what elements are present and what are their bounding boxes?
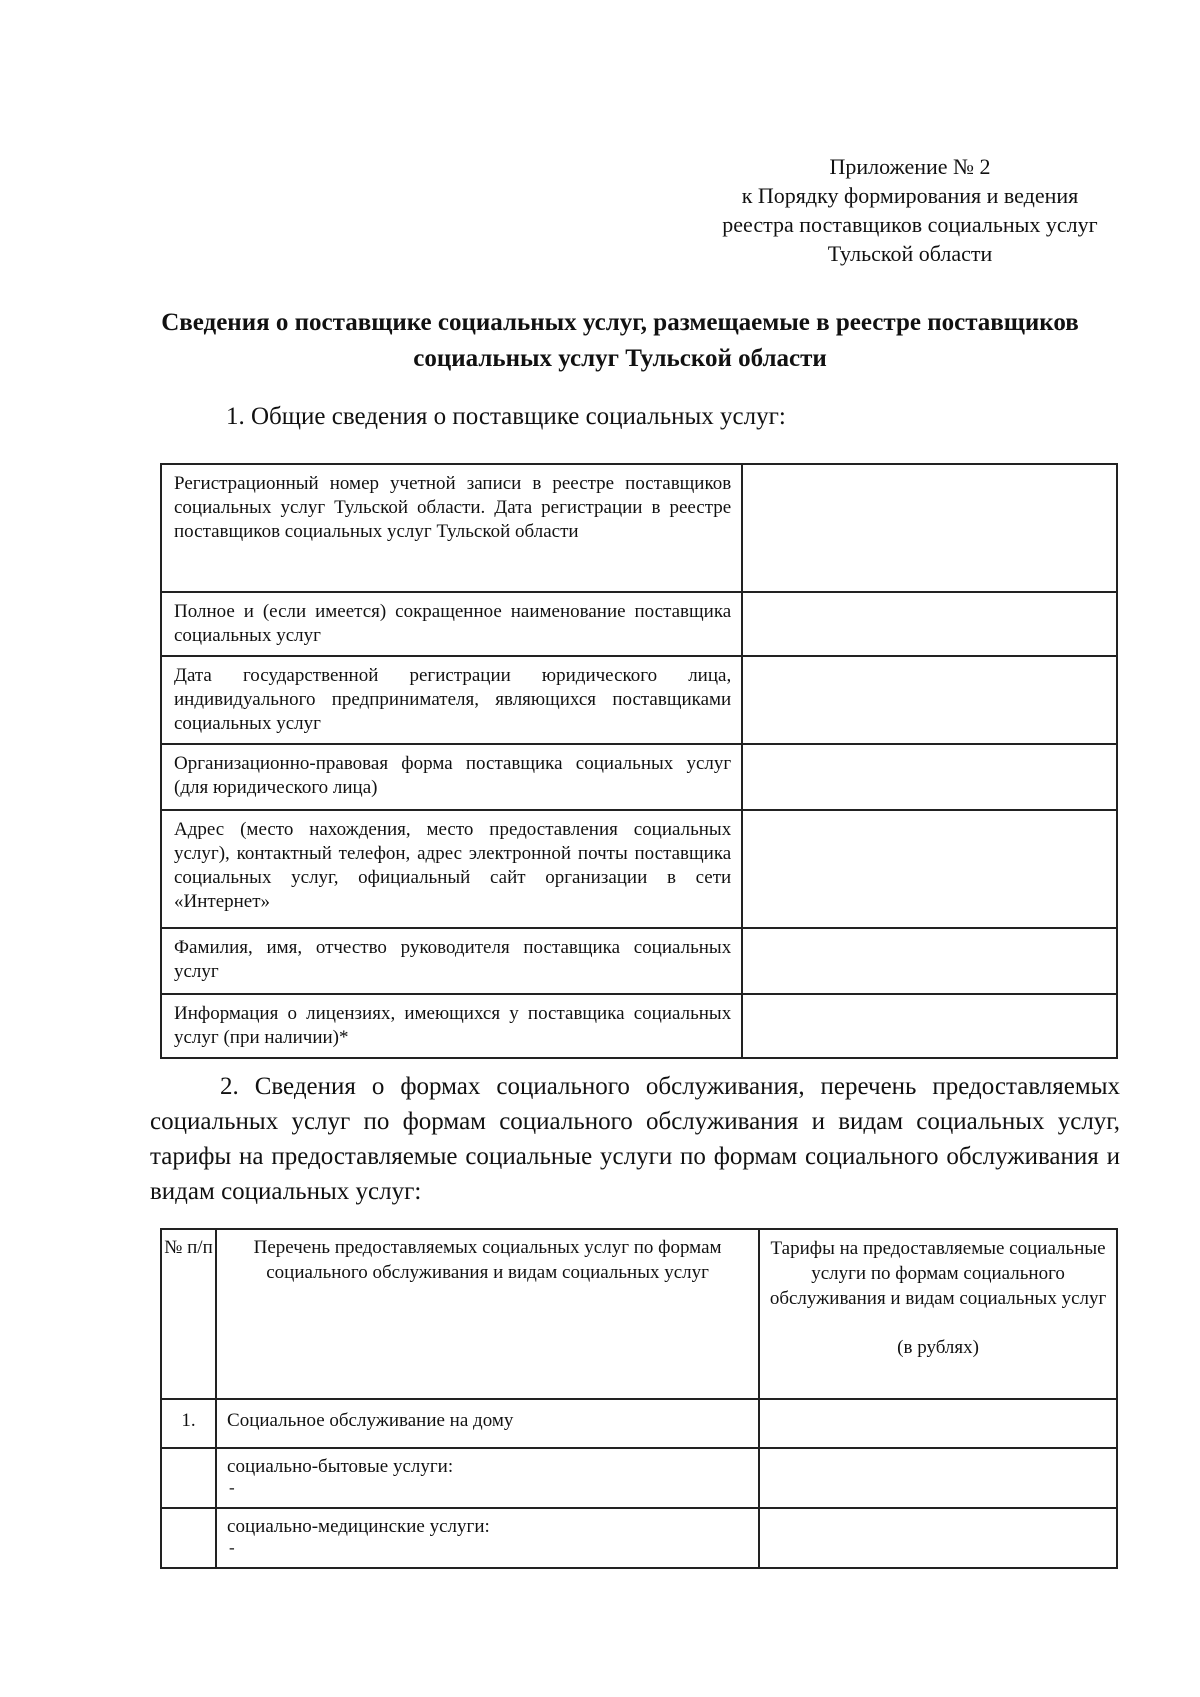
- table-header-row: [161, 1229, 1117, 1399]
- row-number: [161, 1448, 216, 1508]
- row-tariff: [759, 1399, 1117, 1448]
- row-tariff: [759, 1448, 1117, 1508]
- header-services: Перечень предоставляемых социальных услуг по формам социального обслуживания и видам социальных услуг: [216, 1229, 759, 1399]
- row-value: [742, 656, 1117, 744]
- row-value: [742, 464, 1117, 592]
- appendix-line: Тульской области: [827, 241, 993, 266]
- table-row: [161, 928, 1117, 994]
- row-value: [742, 744, 1117, 810]
- header-tariffs-units: (в рублях): [897, 1337, 979, 1358]
- section2-paragraph: [150, 1069, 1120, 1209]
- appendix-line: Приложение № 2: [829, 154, 991, 179]
- table-row: [161, 464, 1117, 592]
- table-row: [161, 1508, 1117, 1568]
- table-row: [161, 592, 1117, 656]
- row-label: Адрес (место нахождения, место предоставления социальных услуг), контактный телефон, адрес электронной почты поставщика социальных услуг, официальный сайт организации в сети «Интернет»: [161, 810, 742, 928]
- row-label: Фамилия, имя, отчество руководителя поставщика социальных услуг: [161, 928, 742, 994]
- row-tariff: [759, 1508, 1117, 1568]
- document-title: Сведения о поставщике социальных услуг, размещаемые в реестре поставщиков социальных услуг Тульской области: [161, 309, 1079, 372]
- header-number: № п/п: [161, 1229, 216, 1399]
- row-number: 1.: [161, 1399, 216, 1448]
- row-label: Организационно-правовая форма поставщика социальных услуг (для юридического лица): [161, 744, 742, 810]
- table-row: [161, 656, 1117, 744]
- table-row: [161, 1399, 1117, 1448]
- row-label: Регистрационный номер учетной записи в реестре поставщиков социальных услуг Тульской области. Дата регистрации в реестре поставщиков социальных услуг Тульской области: [161, 464, 742, 592]
- section2-text: Сведения о формах социального обслуживания, перечень предоставляемых социальных услуг по формам социального обслуживания и видам социальных услуг, тарифы на предоставляемые социальные услуги по формам социального обслуживания и видам социальных услуг:: [150, 1073, 1120, 1205]
- table-row: [161, 744, 1117, 810]
- row-service: социально-бытовые услуги:: [227, 1456, 454, 1477]
- row-service: Социальное обслуживание на дому: [216, 1399, 759, 1448]
- section1-heading: 1. Общие сведения о поставщике социальных услуг:: [226, 403, 786, 430]
- row-value: [742, 810, 1117, 928]
- row-dash: -: [229, 1538, 235, 1557]
- header-tariffs: [759, 1229, 1117, 1399]
- row-service: социально-медицинские услуги:: [227, 1516, 490, 1537]
- row-service-cell: [216, 1448, 759, 1508]
- table-row: [161, 994, 1117, 1058]
- row-label: Дата государственной регистрации юридического лица, индивидуального предпринимателя, являющихся поставщиками социальных услуг: [161, 656, 742, 744]
- row-number: [161, 1508, 216, 1568]
- section2-number: 2.: [220, 1073, 239, 1100]
- row-label: Полное и (если имеется) сокращенное наименование поставщика социальных услуг: [161, 592, 742, 656]
- table-row: [161, 810, 1117, 928]
- provider-info-table: [160, 463, 1118, 1059]
- appendix-line: реестра поставщиков социальных услуг: [722, 212, 1098, 237]
- row-value: [742, 994, 1117, 1058]
- appendix-header: [680, 152, 1140, 268]
- row-label: Информация о лицензиях, имеющихся у поставщика социальных услуг (при наличии)*: [161, 994, 742, 1058]
- row-dash: -: [229, 1478, 235, 1497]
- services-tariffs-table: [160, 1228, 1118, 1569]
- row-value: [742, 592, 1117, 656]
- header-tariffs-text: Тарифы на предоставляемые социальные услуги по формам социального обслуживания и видам социальных услуг: [769, 1238, 1107, 1309]
- appendix-line: к Порядку формирования и ведения: [741, 183, 1079, 208]
- row-service-cell: [216, 1508, 759, 1568]
- row-value: [742, 928, 1117, 994]
- table-row: [161, 1448, 1117, 1508]
